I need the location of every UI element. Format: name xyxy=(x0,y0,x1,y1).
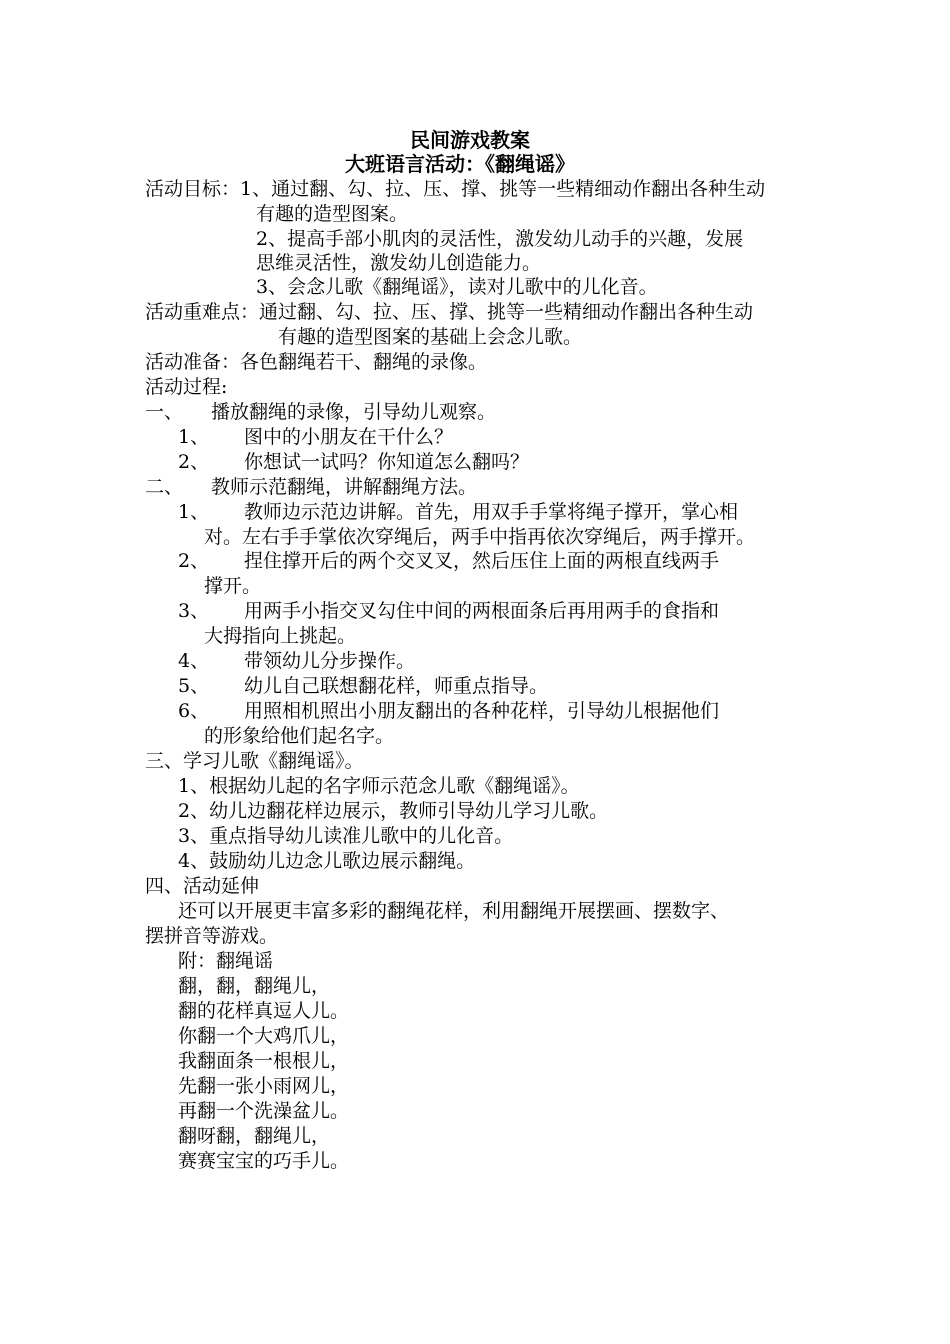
rhyme-line: 你翻一个大鸡爪儿， xyxy=(178,1025,350,1047)
section-2-item-2a: 2、 捏住撑开后的两个交叉叉，然后压住上面的两根直线两手 xyxy=(178,550,720,572)
section-3-item: 2、幼儿边翻花样边展示，教师引导幼儿学习儿歌。 xyxy=(178,800,609,822)
section-2-heading xyxy=(145,475,477,499)
section-2-item-1b: 对。左右手手掌依次穿绳后，两手中指再依次穿绳后，两手撑开。 xyxy=(204,526,756,548)
section-1-item: 1、 图中的小朋友在干什么？ xyxy=(178,426,454,448)
preparation: 活动准备：各色翻绳若干、翻绳的录像。 xyxy=(145,351,488,373)
goal-1b: 有趣的造型图案。 xyxy=(256,203,409,225)
rhyme-line: 翻呀翻，翻绳儿， xyxy=(178,1125,331,1147)
section-2-item-2b: 撑开。 xyxy=(204,575,262,597)
section-1-heading xyxy=(145,400,496,424)
section-2-item-3b: 大拇指向上挑起。 xyxy=(204,625,357,647)
section-2-text: 教师示范翻绳，讲解翻绳方法。 xyxy=(211,476,478,498)
doc-subtitle: 大班语言活动：《翻绳谣》 xyxy=(345,152,575,176)
section-2-item-5: 5、 幼儿自己联想翻花样，师重点指导。 xyxy=(178,675,549,697)
doc-title: 民间游戏教案 xyxy=(410,128,530,152)
section-1-text: 播放翻绳的录像，引导幼儿观察。 xyxy=(211,401,497,423)
key-points-line-1 xyxy=(145,300,753,324)
rhyme-line: 先翻一张小雨网儿， xyxy=(178,1075,350,1097)
rhyme-line: 赛赛宝宝的巧手儿。 xyxy=(178,1150,350,1172)
section-2-num: 二、 xyxy=(145,476,184,498)
section-3-heading: 三、学习儿歌《翻绳谣》。 xyxy=(145,750,364,772)
key-points-b: 有趣的造型图案的基础上会念儿歌。 xyxy=(278,326,583,348)
section-2-item-6a: 6、 用照相机照出小朋友翻出的各种花样，引导幼儿根据他们 xyxy=(178,700,720,722)
section-4-text-a: 还可以开展更丰富多彩的翻绳花样，利用翻绳开展摆画、摆数字、 xyxy=(178,900,730,922)
section-1-item: 2、 你想试一试吗？你知道怎么翻吗？ xyxy=(178,451,530,473)
rhyme-line: 再翻一个洗澡盆儿。 xyxy=(178,1100,350,1122)
appendix-label: 附：翻绳谣 xyxy=(178,950,274,972)
goal-1a: 1、通过翻、勾、拉、压、撑、挑等一些精细动作翻出各种生动 xyxy=(240,178,766,200)
section-2-item-6b: 的形象给他们起名字。 xyxy=(204,725,395,747)
section-4-heading: 四、活动延伸 xyxy=(145,875,260,897)
section-1-num: 一、 xyxy=(145,401,184,423)
section-3-item: 1、根据幼儿起的名字师示范念儿歌《翻绳谣》。 xyxy=(178,775,580,797)
section-2-item-3a: 3、 用两手小指交叉勾住中间的两根面条后再用两手的食指和 xyxy=(178,600,720,622)
goals-line-1 xyxy=(145,177,765,201)
goal-2b: 思维灵活性，激发幼儿创造能力。 xyxy=(256,252,542,274)
key-points-label: 活动重难点： xyxy=(145,301,260,323)
key-points-a: 通过翻、勾、拉、压、撑、挑等一些精细动作翻出各种生动 xyxy=(259,301,754,323)
goal-3: 3、会念儿歌《翻绳谣》，读对儿歌中的儿化音。 xyxy=(256,276,658,298)
rhyme-line: 翻，翻，翻绳儿， xyxy=(178,975,331,997)
section-2-item-4: 4、 带领幼儿分步操作。 xyxy=(178,650,416,672)
section-4-text-b: 摆拼音等游戏。 xyxy=(145,925,279,947)
section-2-item-1a: 1、 教师边示范边讲解。首先，用双手手掌将绳子撑开，掌心相 xyxy=(178,501,739,523)
section-3-item: 3、重点指导幼儿读准儿歌中的儿化音。 xyxy=(178,825,514,847)
goals-label: 活动目标： xyxy=(145,178,241,200)
process-label: 活动过程: xyxy=(145,376,228,398)
rhyme-line: 我翻面条一根根儿， xyxy=(178,1050,350,1072)
goal-2a: 2、提高手部小肌肉的灵活性，激发幼儿动手的兴趣，发展 xyxy=(256,228,744,250)
rhyme-line: 翻的花样真逗人儿。 xyxy=(178,1000,350,1022)
section-3-item: 4、鼓励幼儿边念儿歌边展示翻绳。 xyxy=(178,850,476,872)
